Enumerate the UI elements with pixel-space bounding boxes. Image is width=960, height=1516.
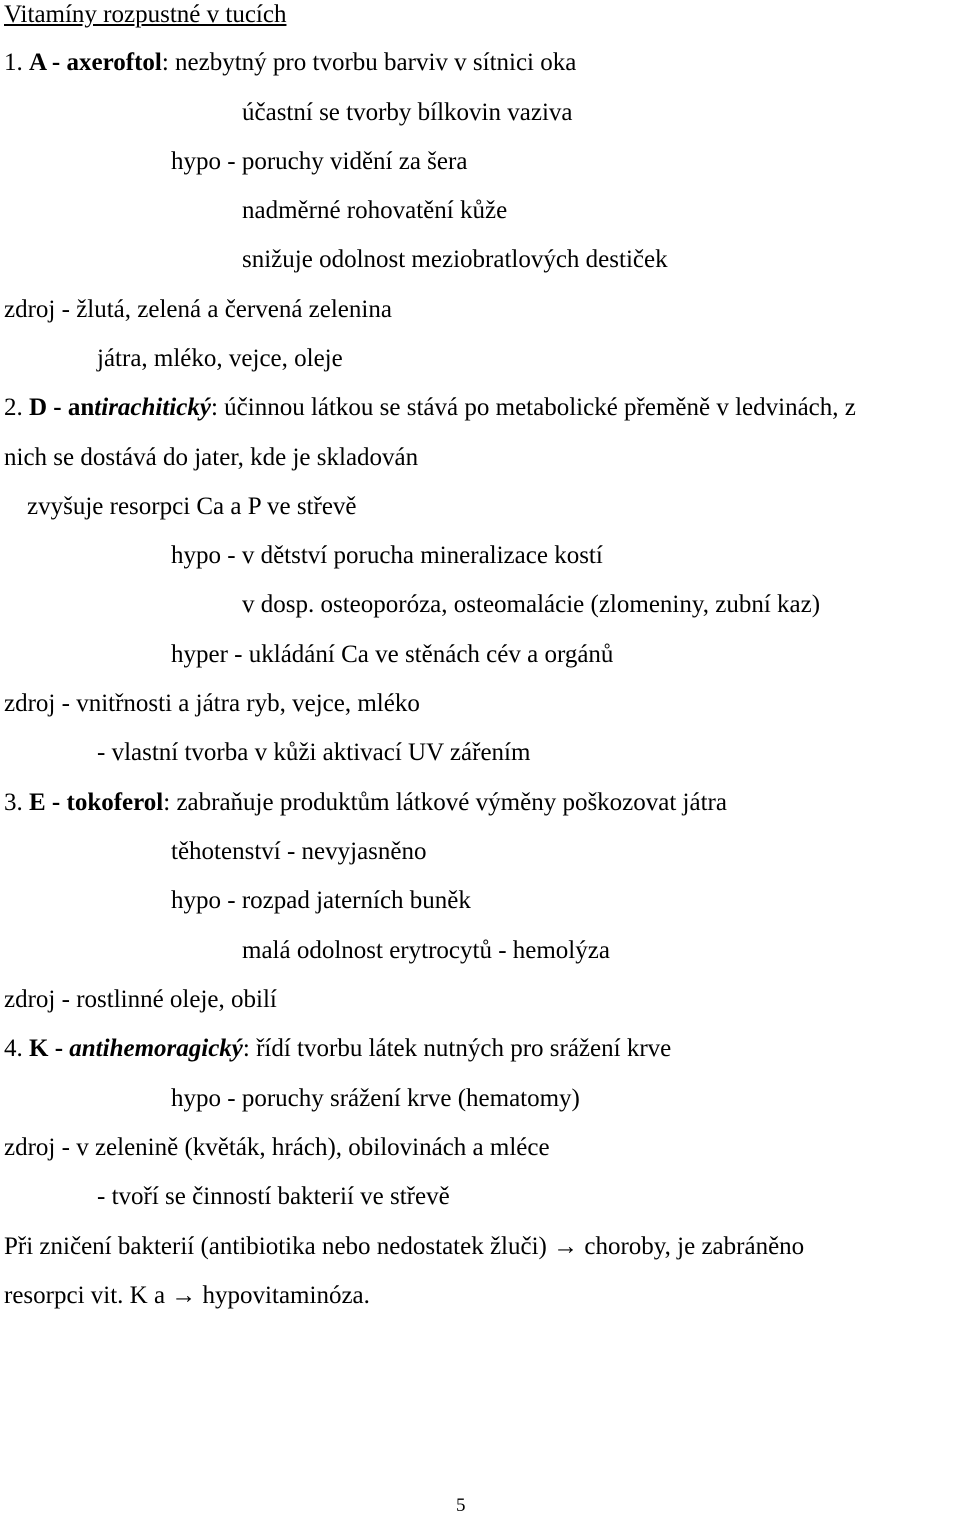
vitamin-e-number: 3. — [4, 789, 29, 816]
vitamin-e-source: zdroj - rostlinné oleje, obilí — [4, 986, 277, 1013]
vitamin-e-name: E - tokoferol — [29, 789, 164, 816]
vitamin-e-line: malá odolnost erytrocytů - hemolýza — [242, 937, 610, 964]
vitamin-e-line: hypo - rozpad jaterních buněk — [171, 887, 471, 914]
vitamin-a-text: : nezbytný pro tvorbu barviv v sítnici oka — [161, 49, 577, 76]
vitamin-a-line: účastní se tvorby bílkovin vaziva — [242, 99, 573, 126]
vitamin-d-text: : účinnou látkou se stává po metabolické přeměně v ledvinách, z — [210, 394, 856, 421]
vitamin-a-number: 1. — [4, 49, 29, 76]
vitamin-d-source: - vlastní tvorba v kůži aktivací UV zářením — [97, 739, 531, 766]
vitamin-k-source: - tvoří se činností bakterií ve střevě — [97, 1183, 450, 1210]
vitamin-d-line: zvyšuje resorpci Ca a P ve střevě — [27, 493, 357, 520]
vitamin-d-line: hyper - ukládání Ca ve stěnách cév a orgánů — [171, 641, 614, 668]
vitamin-k-name-italic: antihemoragický — [69, 1035, 243, 1062]
vitamin-k-note: resorpci vit. K a → hypovitaminóza. — [4, 1282, 370, 1309]
vitamin-k-source: zdroj - v zelenině (květák, hrách), obilovinách a mléce — [4, 1134, 550, 1161]
vitamin-d-number: 2. — [4, 394, 29, 421]
vitamin-k-line: hypo - poruchy srážení krve (hematomy) — [171, 1085, 580, 1112]
vitamin-a-source: zdroj - žlutá, zelená a červená zelenina — [4, 296, 392, 323]
vitamin-d-line: v dosp. osteoporóza, osteomalácie (zlomeniny, zubní kaz) — [242, 591, 821, 618]
vitamin-d-name: D - an — [29, 394, 95, 421]
vitamin-d-line: nich se dostává do jater, kde je skladován — [4, 444, 419, 471]
vitamin-a-name: A - axeroftol — [29, 49, 162, 76]
vitamin-k-note: Při zničení bakterií (antibiotika nebo nedostatek žluči) → choroby, je zabráněno — [4, 1233, 805, 1260]
vitamin-k-heading-line — [4, 1034, 671, 1074]
vitamin-d-heading-line — [4, 393, 856, 433]
vitamin-a-source: játra, mléko, vejce, oleje — [97, 345, 343, 372]
vitamin-d-line: hypo - v dětství porucha mineralizace kostí — [171, 542, 603, 569]
vitamin-e-text: : zabraňuje produktům látkové výměny poškozovat játra — [163, 789, 727, 816]
vitamin-d-name-italic: tirachitický — [94, 394, 211, 421]
vitamin-a-heading-line — [4, 48, 576, 88]
document-title: Vitamíny rozpustné v tucích — [4, 1, 287, 28]
vitamin-e-line: těhotenství - nevyjasněno — [171, 838, 427, 865]
page-number: 5 — [456, 1495, 466, 1516]
vitamin-d-source: zdroj - vnitřnosti a játra ryb, vejce, mléko — [4, 690, 420, 717]
vitamin-a-line: hypo - poruchy vidění za šera — [171, 148, 468, 175]
vitamin-k-text: : řídí tvorbu látek nutných pro srážení krve — [242, 1035, 672, 1062]
vitamin-a-line: snižuje odolnost meziobratlových destiček — [242, 246, 668, 273]
vitamin-k-name: K - — [29, 1035, 70, 1062]
vitamin-e-heading-line — [4, 788, 727, 828]
vitamin-a-line: nadměrné rohovatění kůže — [242, 197, 508, 224]
vitamin-k-number: 4. — [4, 1035, 29, 1062]
